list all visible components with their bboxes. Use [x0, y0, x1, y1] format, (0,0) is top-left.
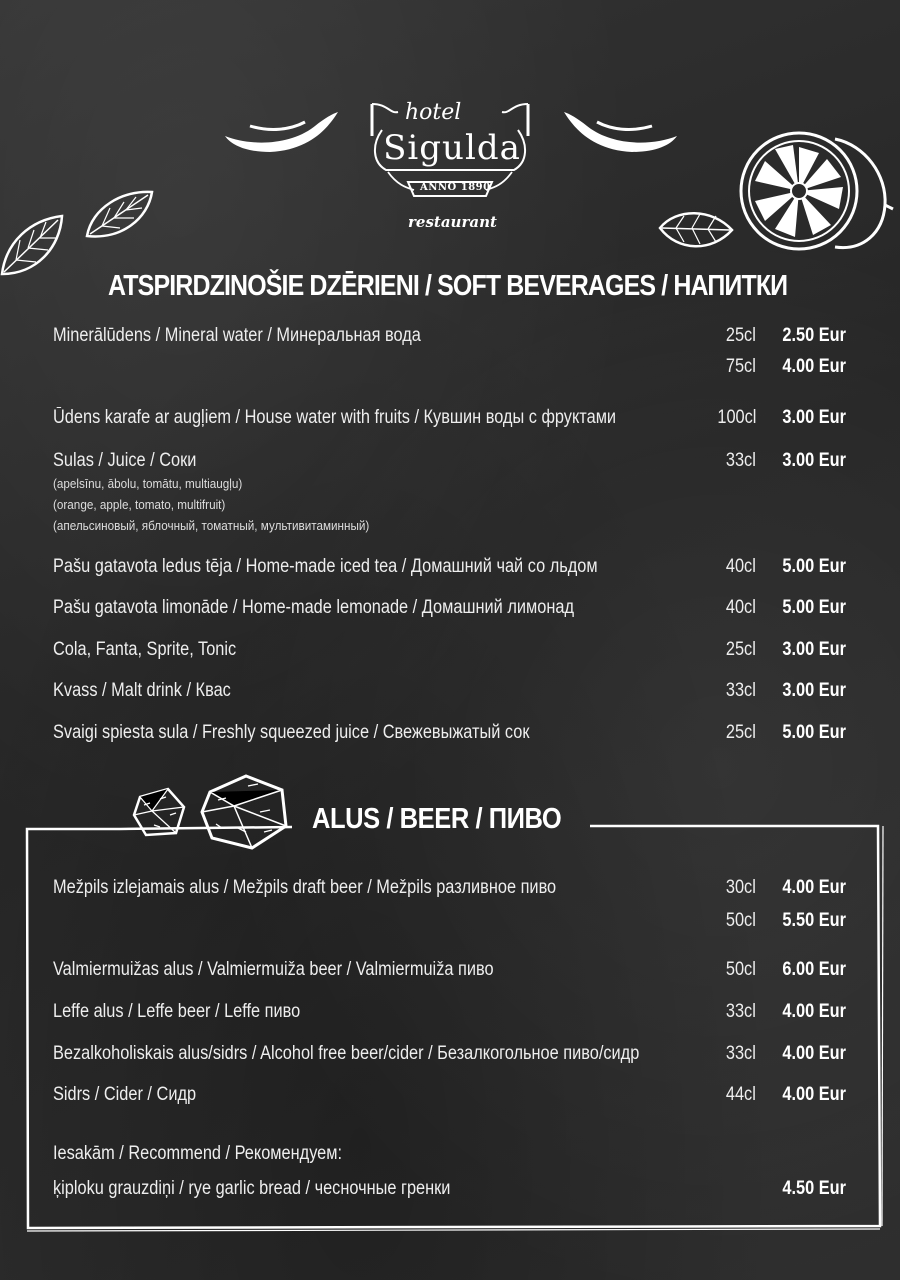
logo-restaurant: restaurant [408, 213, 497, 231]
menu-item-volume: 50cl [726, 959, 756, 980]
menu-item-price: 4.00 Eur [782, 1084, 846, 1105]
menu-item-price: 4.00 Eur [782, 1001, 846, 1022]
menu-item-name: Kvass / Malt drink / Квас [53, 680, 231, 701]
menu-item-price: 4.00 Eur [782, 877, 846, 898]
menu-item-name: Ūdens karafe ar augļiem / House water with fruits / Кувшин воды с фруктами [53, 407, 617, 428]
recommend-item-price: 4.50 Eur [782, 1178, 846, 1199]
menu-item-price: 3.00 Eur [782, 450, 846, 471]
menu-item-name: Sidrs / Cider / Сидр [53, 1084, 197, 1105]
menu-item-price: 5.00 Eur [782, 597, 846, 618]
menu-item-volume: 33cl [726, 1043, 756, 1064]
menu-item-volume: 44cl [726, 1084, 756, 1105]
menu-item-price: 4.00 Eur [782, 356, 846, 377]
menu-item-volume: 40cl [726, 556, 756, 577]
menu-item-name: Svaigi spiesta sula / Freshly squeezed juice / Свежевыжатый сок [53, 722, 530, 743]
menu-item-price: 2.50 Eur [782, 325, 846, 346]
menu-item-price: 4.00 Eur [782, 1043, 846, 1064]
menu-item-name: Minerālūdens / Mineral water / Минеральная вода [53, 325, 421, 346]
menu-item-volume: 100cl [716, 407, 756, 428]
section-title-soft: ATSPIRDZINOŠIE DZĒRIENI / SOFT BEVERAGES / НАПИТКИ [108, 270, 788, 302]
logo-anno: ANNO 1890 [420, 182, 491, 193]
menu-item-price: 5.00 Eur [782, 722, 846, 743]
menu-item-volume: 25cl [726, 722, 756, 743]
logo-name: Sigulda [383, 128, 521, 168]
section-title-beer: ALUS / BEER / ПИВО [312, 803, 562, 835]
logo-hotel-text: hotel [405, 100, 462, 125]
menu-item-volume: 40cl [726, 597, 756, 618]
menu-item-price: 3.00 Eur [782, 407, 846, 428]
menu-item-name: Valmiermuižas alus / Valmiermuiža beer / Valmiermuiža пиво [53, 959, 494, 980]
menu-item-name: Leffe alus / Leffe beer / Leffe пиво [53, 1001, 301, 1022]
menu-item-volume: 33cl [726, 450, 756, 471]
recommend-heading: Iesakām / Recommend / Рекомендуем: [53, 1143, 343, 1164]
menu-item-volume: 33cl [726, 680, 756, 701]
menu-item-price: 6.00 Eur [782, 959, 846, 980]
menu-item-volume: 25cl [726, 325, 756, 346]
menu-item-note: (апельсиновый, яблочный, томатный, мультивитаминный) [53, 518, 370, 533]
recommend-item-name: ķiploku grauzdiņi / rye garlic bread / чесночные гренки [53, 1178, 451, 1199]
menu-item-name: Sulas / Juice / Соки [53, 450, 197, 471]
menu-item-volume: 50cl [726, 910, 756, 931]
menu-item-name: Cola, Fanta, Sprite, Tonic [53, 639, 237, 660]
menu-item-volume: 33cl [726, 1001, 756, 1022]
menu-item-volume: 75cl [726, 356, 756, 377]
menu-item-price: 3.00 Eur [782, 680, 846, 701]
menu-item-name: Pašu gatavota limonāde / Home-made lemonade / Домашний лимонад [53, 597, 574, 618]
menu-item-price: 5.00 Eur [782, 556, 846, 577]
menu-item-name: Mežpils izlejamais alus / Mežpils draft beer / Mežpils разливное пиво [53, 877, 557, 898]
menu-item-name: Bezalkoholiskais alus/sidrs / Alcohol free beer/cider / Безалкогольное пиво/сидр [53, 1043, 640, 1064]
menu-item-price: 5.50 Eur [782, 910, 846, 931]
menu-item-volume: 30cl [726, 877, 756, 898]
menu-item-price: 3.00 Eur [782, 639, 846, 660]
menu-item-note: (orange, apple, tomato, multifruit) [53, 497, 226, 512]
menu-item-note: (apelsīnu, ābolu, tomātu, multiaugļu) [53, 476, 243, 491]
menu-item-name: Pašu gatavota ledus tēja / Home-made iced tea / Домашний чай со льдом [53, 556, 598, 577]
menu-item-volume: 25cl [726, 639, 756, 660]
